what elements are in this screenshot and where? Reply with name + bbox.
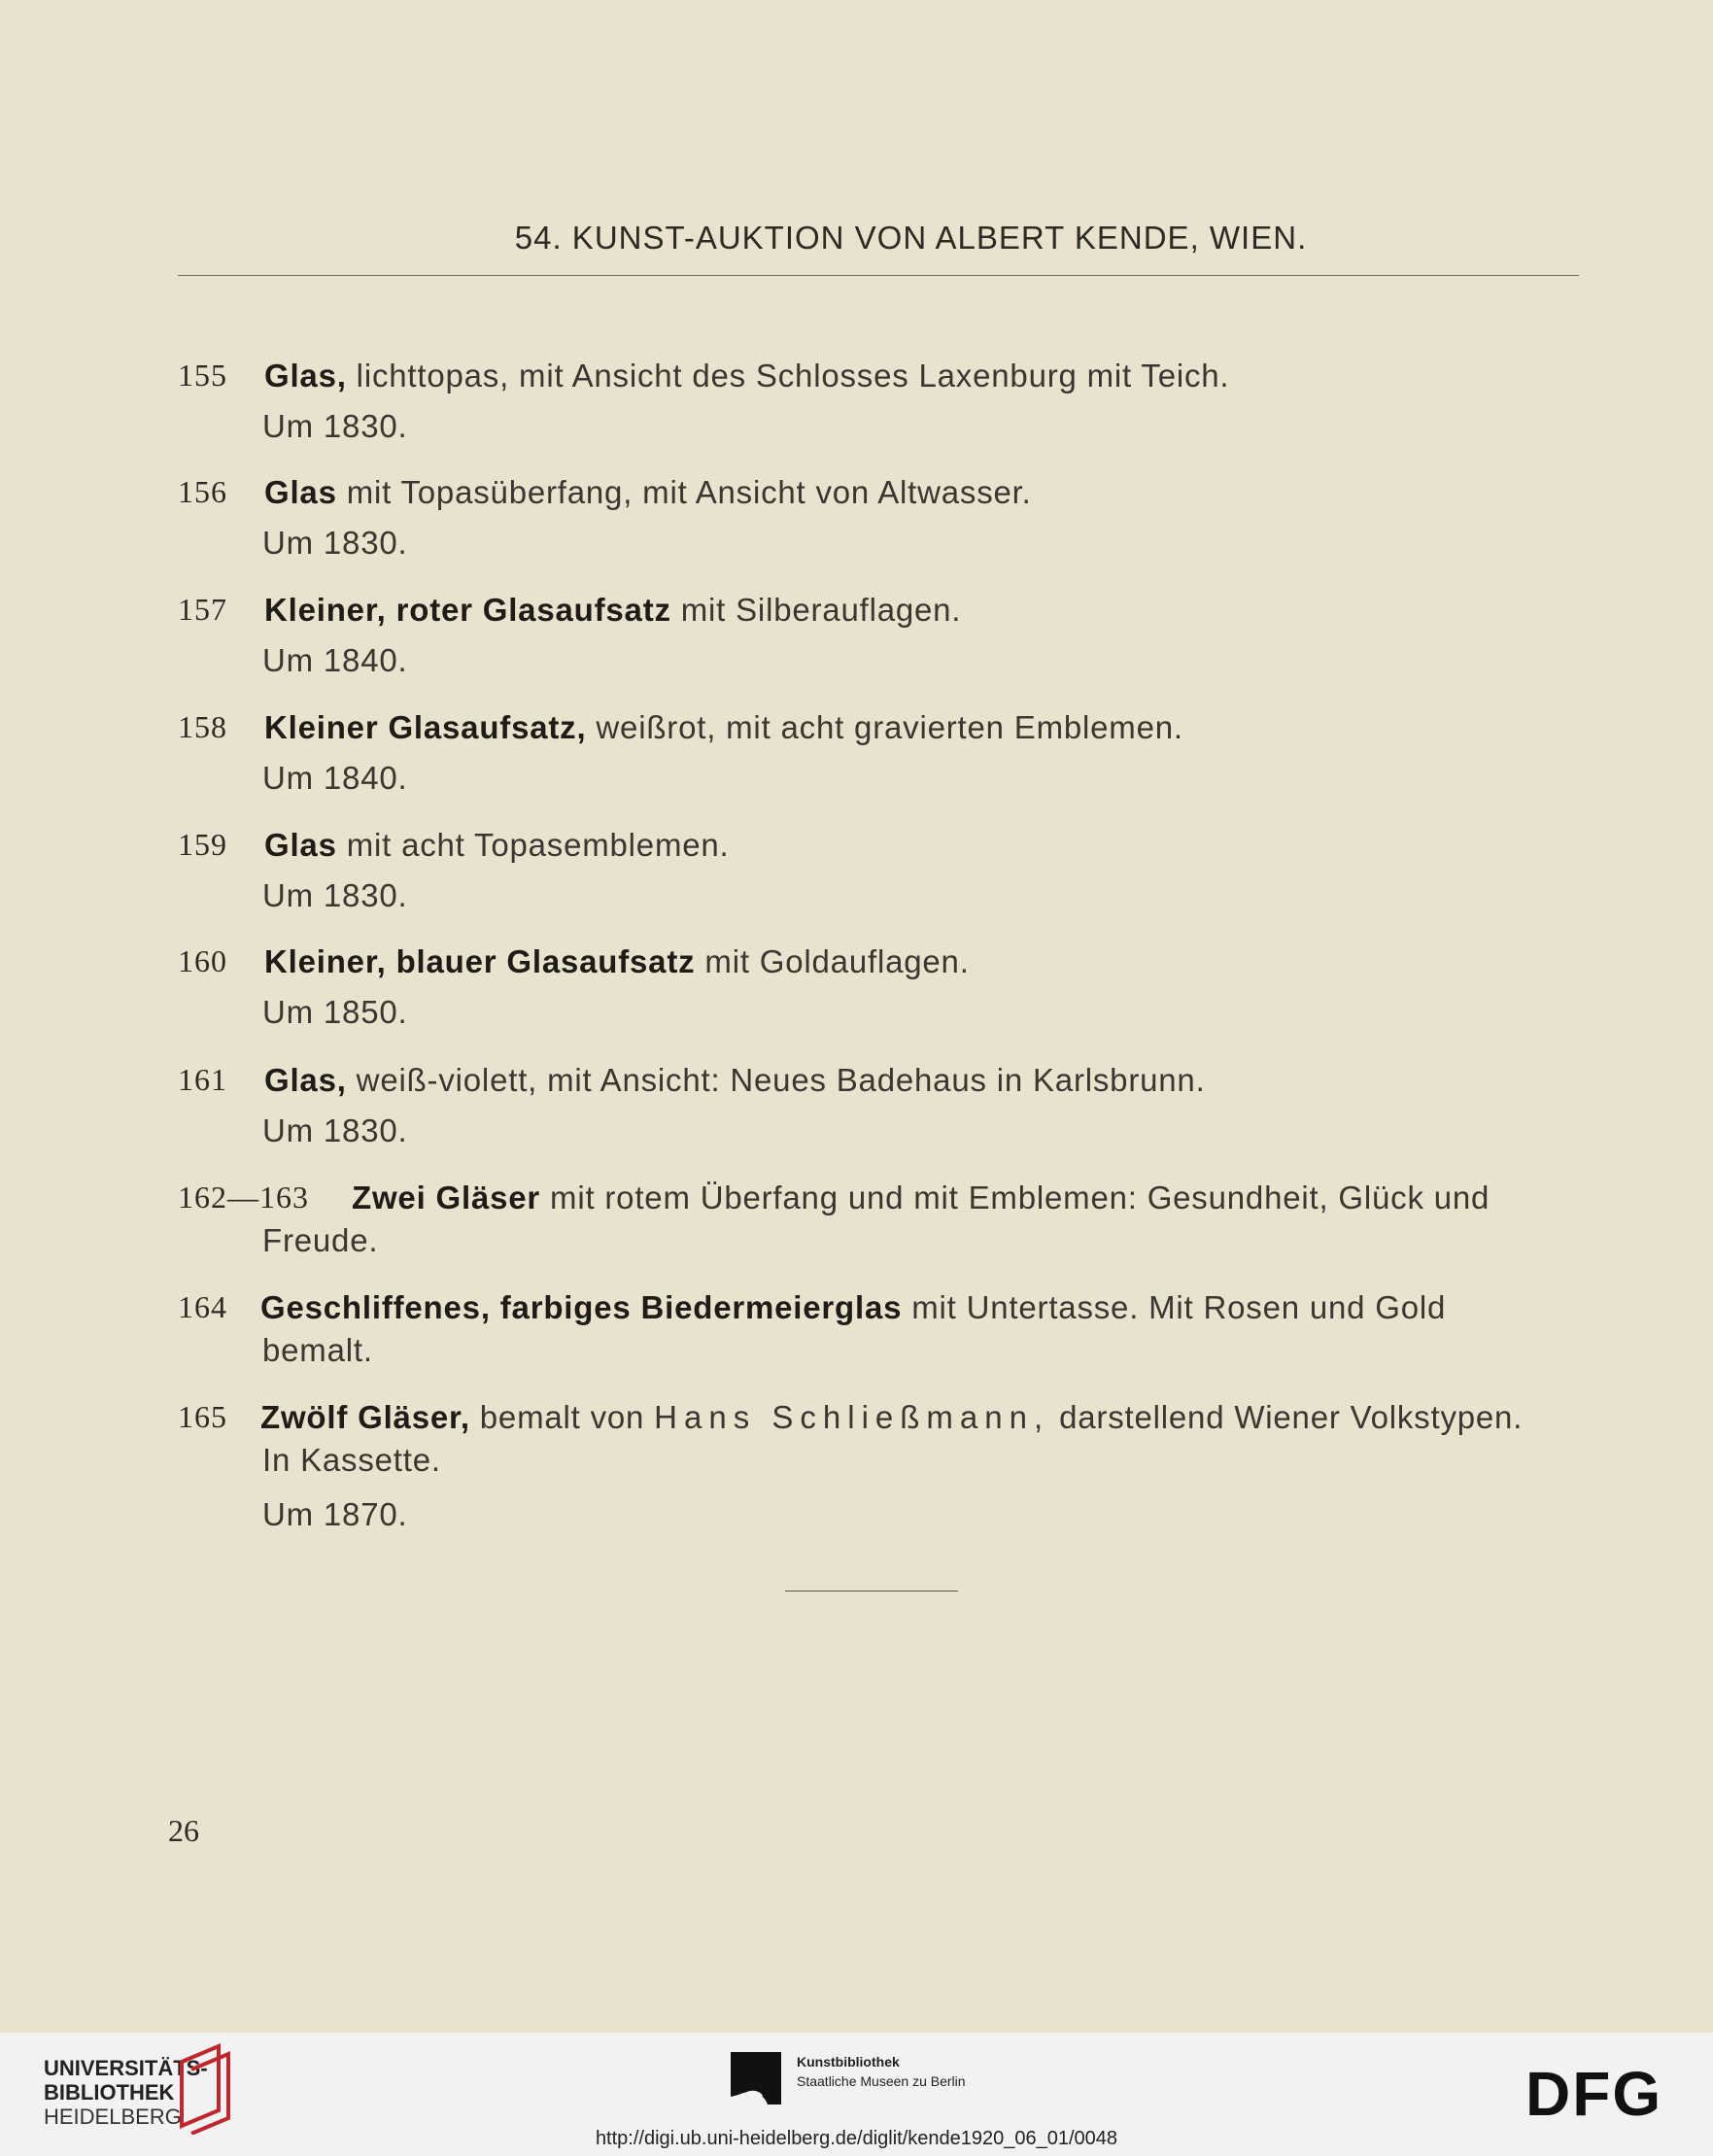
lot-number: 159	[178, 827, 227, 862]
entry-title-line: Kleiner Glasaufsatz, weißrot, mit acht gravierten Emblemen.	[264, 709, 1183, 745]
entry-date: Um 1840.	[262, 760, 408, 796]
kunstbibliothek-logo-icon	[731, 2052, 781, 2105]
lot-number: 160	[178, 943, 227, 978]
dfg-logo[interactable]: DFG	[1525, 2059, 1663, 2129]
entry-date: Um 1830.	[262, 877, 408, 913]
ub-logo-line2: BIBLIOTHEK	[44, 2080, 175, 2105]
lot-number: 162—163	[178, 1180, 309, 1215]
entry-date: Um 1830.	[262, 1112, 408, 1148]
entry-title-line: Glas, weiß-violett, mit Ansicht: Neues Badehaus in Karlsbrunn.	[264, 1062, 1206, 1098]
entry-title-line: Kleiner, blauer Glasaufsatz mit Goldauflagen.	[264, 943, 970, 979]
ub-logo-line3: HEIDELBERG	[44, 2105, 182, 2129]
entry-title-line: Geschliffenes, farbiges Biedermeierglas mit Untertasse. Mit Rosen und Gold	[260, 1289, 1447, 1325]
artist-name: Hans Schließmann,	[654, 1399, 1050, 1435]
entry-title-line: Glas, lichttopas, mit Ansicht des Schlosses Laxenburg mit Teich.	[264, 358, 1230, 394]
entry-title-line: Zwölf Gläser, bemalt von Hans Schließmann, darstellend Wiener Volkstypen.	[260, 1399, 1524, 1435]
entry-continuation: bemalt.	[262, 1332, 373, 1368]
entry-continuation: Freude.	[262, 1222, 379, 1258]
header-rule	[178, 275, 1579, 276]
entry-date: Um 1870.	[262, 1496, 408, 1532]
entry-title-line: Kleiner, roter Glasaufsatz mit Silberauflagen.	[264, 592, 962, 628]
entry-date: Um 1830.	[262, 408, 408, 444]
ub-logo-line1: UNIVERSITÄTS-	[44, 2056, 208, 2080]
entry-title-line: Zwei Gläser mit rotem Überfang und mit Emblemen: Gesundheit, Glück und	[352, 1180, 1490, 1215]
lot-number: 157	[178, 592, 227, 627]
entry-title-line: Glas mit acht Topasemblemen.	[264, 827, 730, 863]
running-header: 54. KUNST-AUKTION VON ALBERT KENDE, WIEN.	[514, 220, 1308, 256]
entry-date: Um 1840.	[262, 642, 408, 678]
ub-book-icon	[170, 2042, 248, 2135]
lot-number: 158	[178, 709, 227, 744]
lot-number: 164	[178, 1289, 227, 1324]
entry-date: Um 1830.	[262, 525, 408, 561]
permalink-url[interactable]: http://digi.ub.uni-heidelberg.de/diglit/kende1920_06_01/0048	[595, 2128, 1118, 2149]
lot-number: 161	[178, 1062, 227, 1097]
entry-title-line: Glas mit Topasüberfang, mit Ansicht von Altwasser.	[264, 474, 1032, 510]
entry-continuation: In Kassette.	[262, 1442, 441, 1478]
lot-number: 165	[178, 1399, 227, 1434]
kunstbibliothek-label[interactable]: Kunstbibliothek Staatliche Museen zu Berlin	[797, 2054, 966, 2089]
entry-date: Um 1850.	[262, 994, 408, 1030]
page-number: 26	[168, 1813, 199, 1848]
lot-number: 156	[178, 474, 227, 509]
lot-number: 155	[178, 358, 227, 393]
